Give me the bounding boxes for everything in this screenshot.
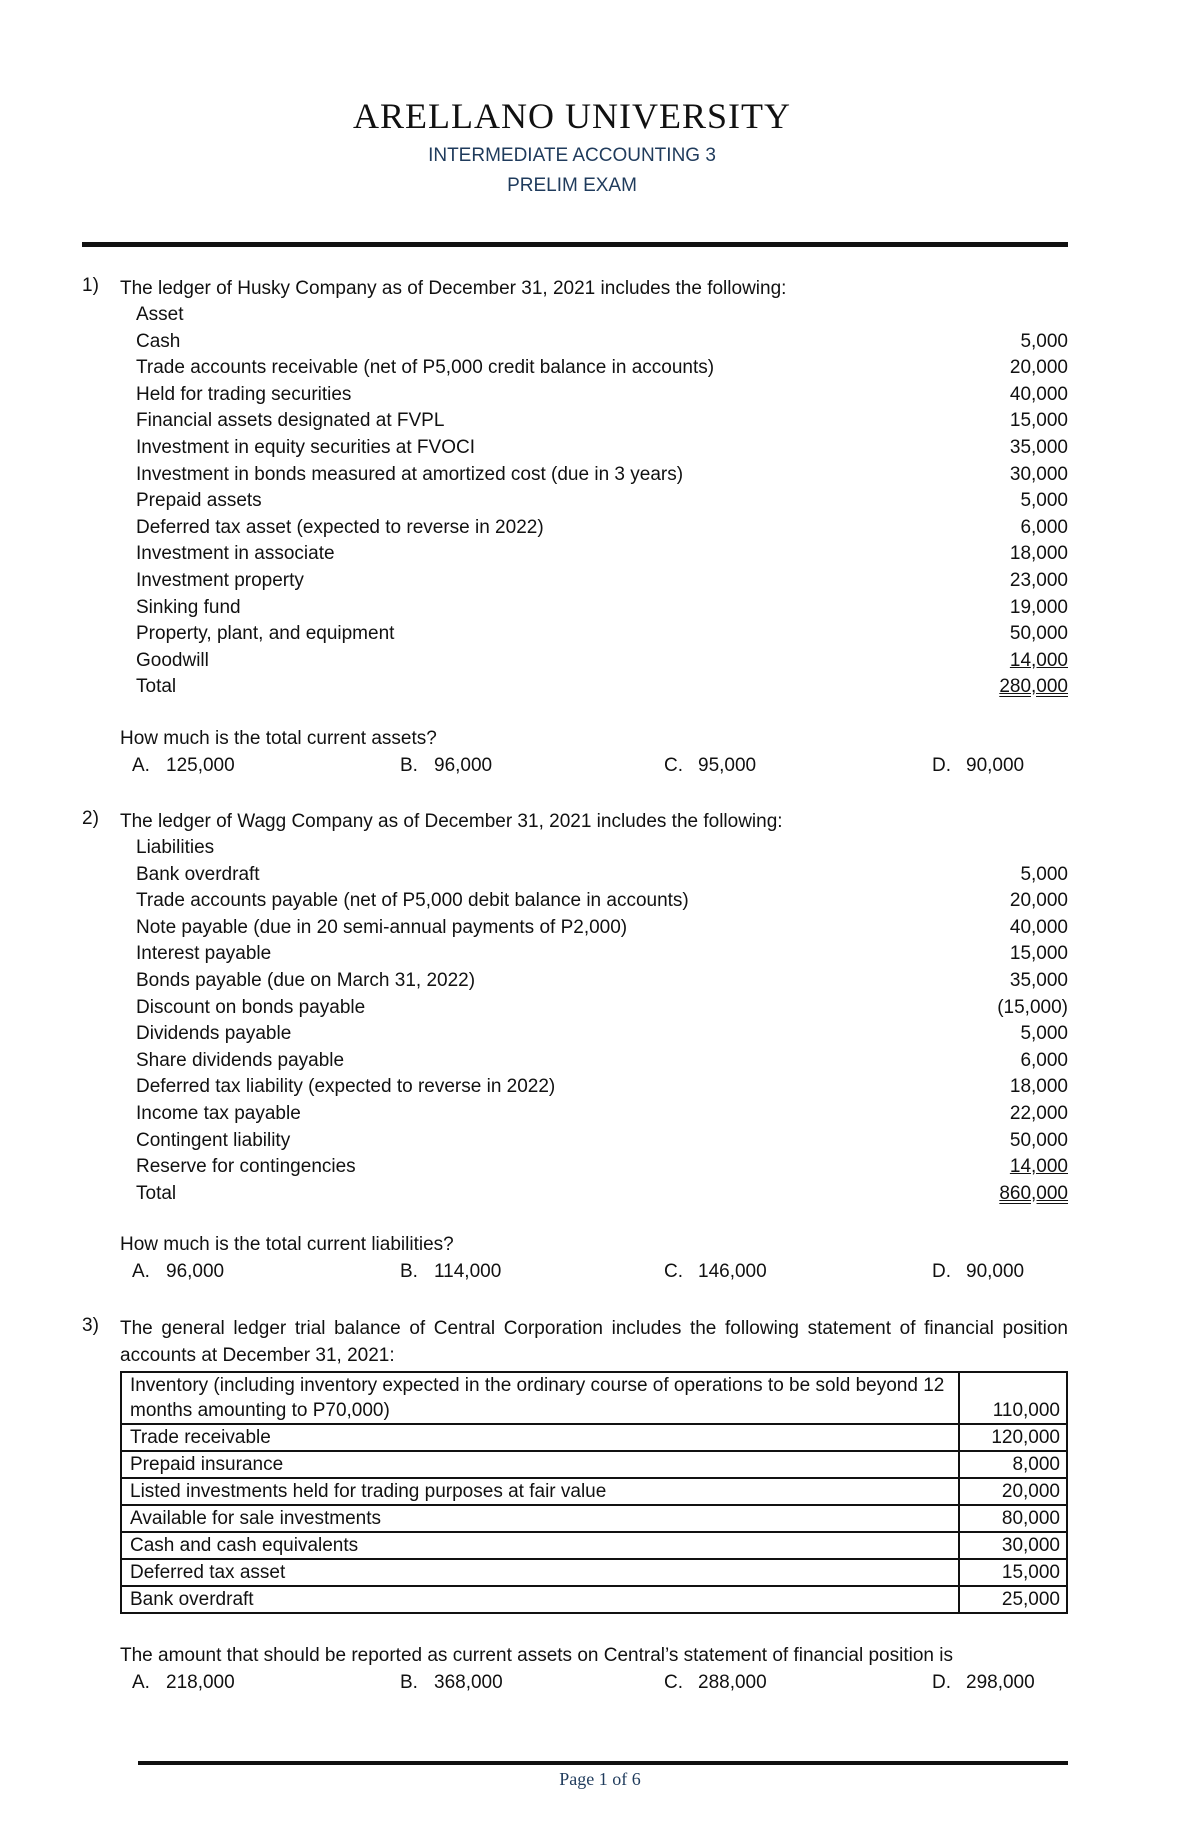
choice-d[interactable]: D. 90,000 bbox=[932, 1261, 1025, 1282]
choice-d[interactable]: D. 298,000 bbox=[932, 1672, 1035, 1693]
ledger-row: Trade accounts payable (net of P5,000 debit balance in accounts) 20,000 bbox=[136, 890, 1068, 912]
ledger-row: Investment in equity securities at FVOCI 35,000 bbox=[136, 436, 1068, 458]
table-row: Listed investments held for trading purposes at fair value 20,000 bbox=[121, 1478, 1067, 1505]
header-divider bbox=[82, 242, 1068, 247]
page-title: ARELLANO UNIVERSITY bbox=[353, 96, 791, 136]
ledger-row: Property, plant, and equipment 50,000 bbox=[136, 623, 1068, 645]
ledger-row: Deferred tax liability (expected to reverse in 2022) 18,000 bbox=[136, 1076, 1068, 1098]
question-number: 1) bbox=[82, 275, 99, 296]
choice-b[interactable]: B. 96,000 bbox=[400, 755, 493, 776]
ledger-row: Financial assets designated at FVPL 15,000 bbox=[136, 410, 1068, 432]
ledger-row: Share dividends payable 6,000 bbox=[136, 1049, 1068, 1071]
question-1 bbox=[82, 275, 1068, 785]
choice-c[interactable]: C. 95,000 bbox=[664, 755, 757, 776]
ledger-row: Goodwill 14,000 bbox=[136, 649, 1068, 671]
ledger-row: Deferred tax asset (expected to reverse in 2022) 6,000 bbox=[136, 516, 1068, 538]
answer-choices bbox=[132, 1672, 1057, 1699]
ledger-row: Note payable (due in 20 semi-annual payments of P2,000) 40,000 bbox=[136, 916, 1068, 938]
ledger-row: Investment property 23,000 bbox=[136, 569, 1068, 591]
question-3 bbox=[82, 1315, 1068, 1705]
question-prompt: How much is the total current liabilities? bbox=[120, 1234, 454, 1255]
ledger-row: Interest payable 15,000 bbox=[136, 943, 1068, 965]
table-row: Cash and cash equivalents 30,000 bbox=[121, 1532, 1067, 1559]
page-number: Page 1 of 6 bbox=[559, 1769, 641, 1789]
ledger-heading: Liabilities bbox=[136, 837, 215, 858]
table-row: Trade receivable 120,000 bbox=[121, 1424, 1067, 1451]
exam-title: PRELIM EXAM bbox=[507, 175, 637, 196]
table-row: Available for sale investments 80,000 bbox=[121, 1505, 1067, 1532]
choice-b[interactable]: B. 114,000 bbox=[400, 1261, 502, 1282]
ledger-row: Reserve for contingencies 14,000 bbox=[136, 1156, 1068, 1178]
course-title: INTERMEDIATE ACCOUNTING 3 bbox=[428, 145, 716, 166]
choice-c[interactable]: C. 288,000 bbox=[664, 1672, 767, 1693]
question-text: The ledger of Husky Company as of December 31, 2021 includes the following: bbox=[120, 278, 787, 299]
ledger-total: Total 860,000 bbox=[136, 1182, 1068, 1204]
choice-a[interactable]: A. 96,000 bbox=[132, 1261, 225, 1282]
ledger-row: Cash 5,000 bbox=[136, 330, 1068, 352]
table-row: Prepaid insurance 8,000 bbox=[121, 1451, 1067, 1478]
ledger-row: Contingent liability 50,000 bbox=[136, 1129, 1068, 1151]
footer-divider bbox=[138, 1761, 1068, 1765]
trial-balance-table bbox=[120, 1371, 1068, 1614]
ledger-row: Held for trading securities 40,000 bbox=[136, 383, 1068, 405]
ledger-row: Investment in bonds measured at amortized cost (due in 3 years) 30,000 bbox=[136, 463, 1068, 485]
table-row: Inventory (including inventory expected in the ordinary course of operations to be sold beyond 12 months amounting to P70,000) 110,000 bbox=[121, 1372, 1067, 1424]
ledger-row: Sinking fund 19,000 bbox=[136, 596, 1068, 618]
question-prompt: The amount that should be reported as current assets on Central’s statement of financial position is bbox=[120, 1645, 953, 1666]
answer-choices bbox=[132, 1261, 1057, 1288]
table-row: Deferred tax asset 15,000 bbox=[121, 1559, 1067, 1586]
question-2 bbox=[82, 808, 1068, 1298]
choice-a[interactable]: A. 125,000 bbox=[132, 755, 235, 776]
ledger-row: Bonds payable (due on March 31, 2022) 35,000 bbox=[136, 969, 1068, 991]
ledger-list bbox=[136, 302, 1068, 701]
question-number: 2) bbox=[82, 808, 99, 829]
question-prompt: How much is the total current assets? bbox=[120, 728, 437, 749]
choice-b[interactable]: B. 368,000 bbox=[400, 1672, 503, 1693]
question-text: The ledger of Wagg Company as of December 31, 2021 includes the following: bbox=[120, 811, 783, 832]
choice-d[interactable]: D. 90,000 bbox=[932, 755, 1025, 776]
ledger-row: Income tax payable 22,000 bbox=[136, 1102, 1068, 1124]
question-text: The general ledger trial balance of Central Corporation includes the following statement of financial position accounts at December 31, 2021: bbox=[120, 1318, 1068, 1366]
ledger-row: Discount on bonds payable (15,000) bbox=[136, 996, 1068, 1018]
ledger-row: Prepaid assets 5,000 bbox=[136, 490, 1068, 512]
ledger-heading: Asset bbox=[136, 304, 184, 325]
ledger-row: Bank overdraft 5,000 bbox=[136, 863, 1068, 885]
ledger-list bbox=[136, 835, 1068, 1207]
answer-choices bbox=[132, 755, 1057, 782]
choice-c[interactable]: C. 146,000 bbox=[664, 1261, 767, 1282]
ledger-total: Total 280,000 bbox=[136, 676, 1068, 698]
ledger-row: Investment in associate 18,000 bbox=[136, 543, 1068, 565]
ledger-row: Dividends payable 5,000 bbox=[136, 1023, 1068, 1045]
ledger-row: Trade accounts receivable (net of P5,000 credit balance in accounts) 20,000 bbox=[136, 357, 1068, 379]
table-row: Bank overdraft 25,000 bbox=[121, 1586, 1067, 1613]
question-number: 3) bbox=[82, 1315, 99, 1336]
choice-a[interactable]: A. 218,000 bbox=[132, 1672, 235, 1693]
